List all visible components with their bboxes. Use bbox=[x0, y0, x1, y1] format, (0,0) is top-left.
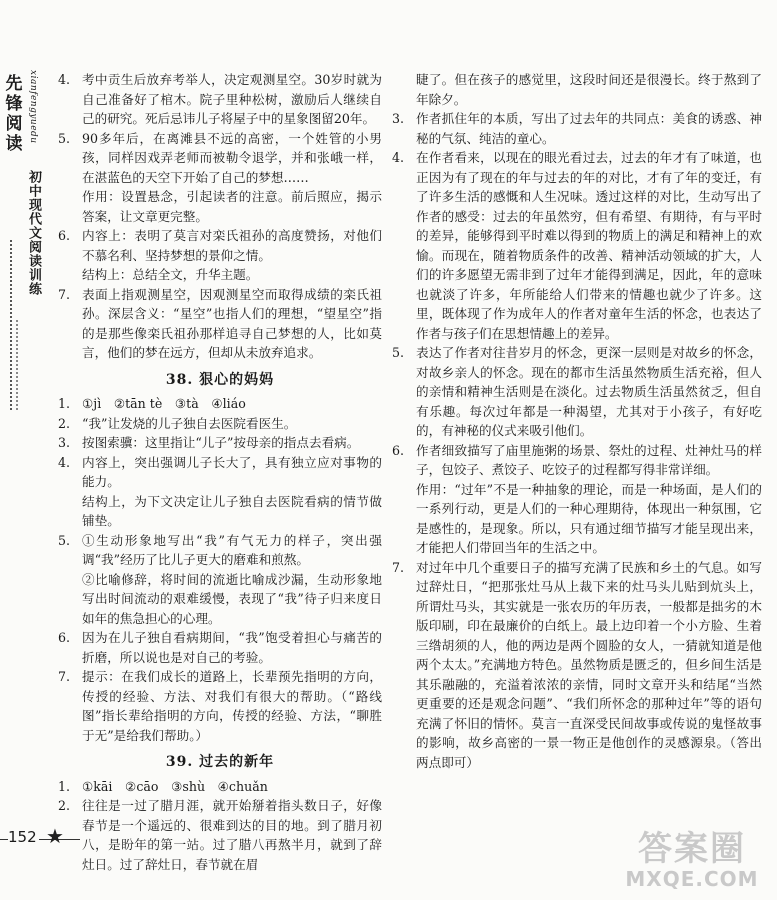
answer-number: 2. bbox=[58, 798, 71, 813]
answer-item bbox=[58, 414, 382, 434]
answer-number: 1. bbox=[58, 778, 71, 794]
answer-item bbox=[58, 265, 382, 285]
answer-number: 1. bbox=[58, 396, 71, 411]
answer-text: 作者抓住年的本质，写出了过去年的共同点：美食的诱惑、神秘的气氛、纯洁的童心。 bbox=[416, 111, 762, 146]
answer-item bbox=[392, 558, 762, 773]
answer-number: 5. bbox=[58, 130, 71, 146]
answer-number: 5. bbox=[58, 532, 71, 548]
answer-item bbox=[58, 667, 382, 745]
answer-number: 6. bbox=[58, 630, 71, 645]
watermark-logo-text: 答案圈 bbox=[638, 829, 746, 869]
answer-item bbox=[58, 394, 382, 414]
series-title: 初中现代文阅读训练 bbox=[26, 170, 41, 296]
answer-text: 睫了。但在孩子的感觉里，这段时间还是很漫长。终于熬到了年除夕。 bbox=[416, 72, 762, 107]
answer-item bbox=[58, 285, 382, 363]
answers-37 bbox=[58, 70, 382, 363]
answer-item bbox=[58, 226, 382, 265]
answer-text: 考中贡生后放弃考举人，决定观测星空。30岁时就为自己准备好了棺木。院子里种松树，激励后人继续自己的研究。死后忌讳儿子将屋子中的星象图留20年。 bbox=[82, 72, 382, 126]
answer-text: 作用：“过年”不是一种抽象的理论，而是一种场面，是人们的一系列行动，更是人们的一种心理期待，体现出一种氛围，它是感性的，是现象。所以，只有通过细节描写才能呈现出来，才能把人们带回当年的生活之中。 bbox=[416, 481, 762, 555]
answer-item bbox=[58, 453, 382, 492]
right-column bbox=[392, 70, 762, 772]
answer-number: 5. bbox=[392, 345, 405, 360]
answer-text: 内容上，突出强调儿子长大了，具有独立应对事物的能力。 bbox=[82, 454, 382, 489]
answer-item bbox=[392, 148, 762, 343]
answer-item bbox=[58, 531, 382, 570]
answer-text: 往往是一过了腊月涯，就开始掰着指头数日子，好像春节是一个遥远的、很难到达的目的地。到了腊月初八，是盼年的第一站。过了腊八再熬半月，就到了辞灶日。过了辞灶日，春节就在眉 bbox=[82, 798, 382, 872]
watermark-url: MXQE.COM bbox=[625, 867, 759, 891]
answer-item bbox=[58, 187, 382, 226]
answers-38 bbox=[58, 394, 382, 745]
answer-text: ①kāi ②cāo ③shù ④chuǎn bbox=[82, 778, 268, 794]
answer-text: 结构上，为下文决定让儿子独自去医院看病的情节做铺垫。 bbox=[82, 493, 382, 528]
brand-pinyin: xianfengyuedu bbox=[28, 70, 38, 144]
answer-item bbox=[392, 441, 762, 480]
answer-number: 4. bbox=[58, 72, 71, 87]
answer-item bbox=[392, 480, 762, 558]
page-footer bbox=[0, 826, 200, 848]
answer-text: 按图索骥：这里指让“儿子”按母亲的指点去看病。 bbox=[82, 435, 360, 450]
answer-text: 因为在儿子独自看病期间，“我”饱受着担心与痛苦的折磨，所以说也是对自己的考验。 bbox=[82, 630, 382, 665]
answer-text: 作用：设置悬念，引起读者的注意。前后照应，揭示答案，让文章更完整。 bbox=[82, 189, 382, 224]
answer-text: 90多年后，在离滩县不远的高密，一个姓管的小男孩，同样因戏弄老师而被勒令退学，并和张峨一样，在湛蓝色的天空下开始了自己的梦想…… bbox=[82, 130, 382, 185]
answer-number: 7. bbox=[58, 669, 71, 684]
answer-number: 3. bbox=[392, 111, 405, 126]
answer-item bbox=[392, 109, 762, 148]
answer-number bbox=[392, 480, 416, 558]
answer-text: 提示：在我们成长的道路上，长辈预先指明的方向，传授的经验、方法、对我们有很大的帮助。（“路线图”指长辈给指明的方向，传授的经验、方法，“聊胜于无”是给我们帮助。） bbox=[82, 669, 382, 743]
answer-item bbox=[392, 70, 762, 109]
answer-item bbox=[58, 70, 382, 129]
star-icon: ★ bbox=[46, 824, 64, 848]
answer-text: 表达了作者对往昔岁月的怀念，更深一层则是对故乡的怀念，对故乡亲人的怀念。现在的都市生活虽然物质生活充裕，但人的亲情和精神生活则是在淡化。过去物质生活虽然贫乏，但自有乐趣。每次过年都是一种渴望，尤其对于小孩子，有好吃的，有神秘的仪式来吸引他们。 bbox=[416, 345, 762, 438]
answer-text: 结构上：总结全文，升华主题。 bbox=[82, 267, 259, 282]
answer-number bbox=[392, 70, 416, 109]
answer-text: ②比喻修辞，将时间的流逝比喻成沙漏，生动形象地写出时间流动的艰难缓慢，表现了“我”待子归来度日如年的焦急担心的心理。 bbox=[82, 571, 382, 626]
answer-number: 3. bbox=[58, 435, 71, 450]
answer-item bbox=[58, 777, 382, 797]
answer-number: 6. bbox=[58, 228, 71, 243]
answer-number bbox=[58, 265, 82, 285]
answer-item bbox=[58, 628, 382, 667]
section-heading-38: 38. 狠心的妈妈 bbox=[165, 371, 275, 388]
answer-text: 对过年中几个重要日子的描写充满了民族和乡土的气息。如写过辞灶日，“把那张灶马从上裁下来的灶马头儿贴到炕头上，所谓灶马头，其实就是一张农历的年历表，一般都是拙劣的木版印刷，印在最廉价的白纸上。最上边印着一个小方脸、生着三绺胡须的人，他的两边是两个圆脸的女人，一猜就知道是他两个太太。”充满地方特色。虽然物质是匮乏的，但乡间生活是其乐融融的，充溢着浓浓的亲情，同时文章开头和结尾“当然更重要的还是观念问题”、“我们所怀念的那种过年”等的语句充满了怀旧的情怀。莫言一直深受民间故事或传说的鬼怪故事的影响，故乡高密的一景一物正是他创作的灵感源泉。（答出两点即可） bbox=[416, 559, 762, 770]
answer-number: 7. bbox=[392, 559, 405, 575]
answer-text: “我”让发烧的儿子独自去医院看医生。 bbox=[82, 415, 297, 431]
answer-item bbox=[58, 433, 382, 453]
brand-title: 先锋阅读 bbox=[5, 74, 23, 154]
answer-item bbox=[58, 570, 382, 629]
answer-number: 4. bbox=[58, 454, 71, 470]
page-number: 152 bbox=[8, 828, 37, 846]
answer-text: ①生动形象地写出“我”有气无力的样子，突出强调“我”经历了比儿子更大的磨难和煎熬。 bbox=[82, 532, 382, 567]
answer-text: 作者细致描写了庙里施粥的场景、祭灶的过程、灶神灶马的样子，包饺子、煮饺子、吃饺子的过程都写得非常详细。 bbox=[416, 442, 762, 477]
answer-number bbox=[58, 492, 82, 531]
left-column bbox=[58, 70, 382, 874]
answer-item bbox=[392, 343, 762, 441]
answer-number: 6. bbox=[392, 442, 405, 458]
watermark bbox=[617, 830, 767, 892]
answers-39-continued bbox=[392, 70, 762, 772]
answer-text: ①jì ②tān tè ③tà ④liáo bbox=[82, 396, 246, 411]
answer-number bbox=[58, 570, 82, 629]
section-heading-39: 39. 过去的新年 bbox=[165, 754, 275, 770]
answer-item bbox=[58, 129, 382, 188]
answer-number: 7. bbox=[58, 286, 71, 302]
answer-text: 表面上指观测星空，因观测星空而取得成绩的栾氏祖孙。深层含义：“星空”也指人们的理想，“望星空”指的是那些像栾氏祖孙那样追寻自己梦想的人，比如莫言，他们的梦在远方，但却从未放弃追求。 bbox=[82, 286, 382, 360]
answer-text: 在作者看来，以现在的眼光看过去，过去的年才有了味道，也正因为有了现在的年与过去的年的对比，才有了年的变迁，有了许多生活的感慨和人生况味。透过这样的对比，生动写出了作者的感受：过去的年虽然穷，但有希望、有期待，有与平时的差异，能够得到平时难以得到的物质上的满足和精神上的欢愉。而现在，随着物质条件的改善、精神活动领域的扩大，人们的许多愿望无需非到了过年才能得到满足，因此，年的意味也就淡了许多，年所能给人们带来的情趣也就少了许多。这里，既体现了作为成年人的作者对童年生活的怀念，也表达了作者与孩子们在思想情趣上的差异。 bbox=[416, 150, 762, 341]
answer-item bbox=[58, 492, 382, 531]
answer-text: 内容上：表明了莫言对栾氏祖孙的高度赞扬，对他们不慕名利、坚持梦想的景仰之情。 bbox=[82, 228, 382, 263]
decorative-dots-2 bbox=[16, 320, 22, 410]
answer-number: 2. bbox=[58, 415, 71, 431]
answer-number bbox=[58, 187, 82, 226]
answer-number: 4. bbox=[392, 150, 405, 165]
sidebar bbox=[2, 70, 50, 420]
